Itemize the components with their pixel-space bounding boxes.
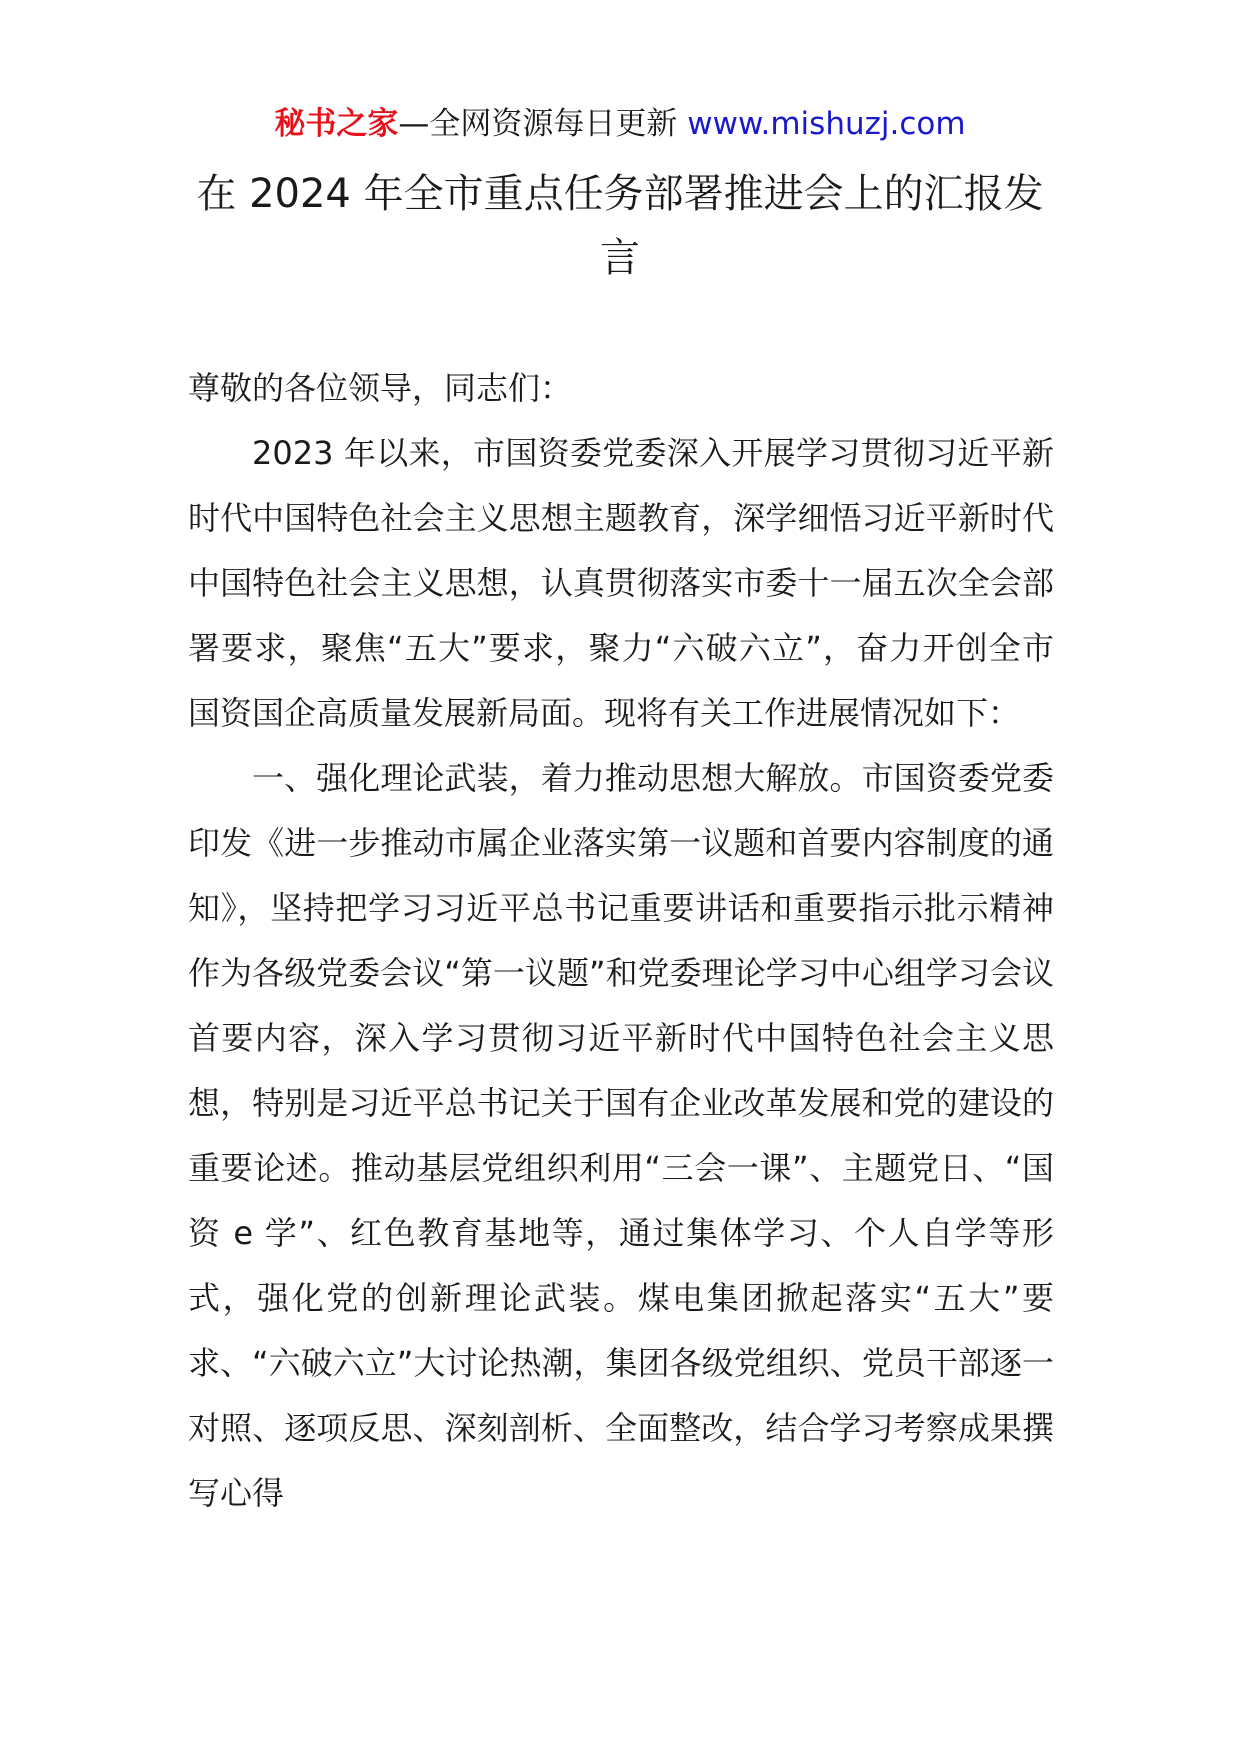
site-url-link[interactable]: www.mishuzj.com — [687, 106, 966, 142]
section-1-heading: 一、强化理论武装，着力推动思想大解放。 — [252, 759, 862, 797]
brand-name: 秘书之家 — [274, 106, 399, 142]
site-banner — [0, 102, 1240, 146]
salutation: 尊敬的各位领导，同志们： — [188, 369, 573, 407]
document-title: 在 2024 年全市重点任务部署推进会上的汇报发言 — [196, 171, 1044, 281]
section-1-paragraph — [188, 746, 1054, 1526]
intro-paragraph: 2023 年以来，市国资委党委深入开展学习贯彻习近平新时代中国特色社会主义思想主题教育，深学细悟习近平新时代中国特色社会主义思想，认真贯彻落实市委十一届五次全会部署要求，聚焦“五大”要求，聚力“六破六立”，奋力开创全市国资国企高质量发展新局面。现将有关工作进展情况如下： — [188, 434, 1054, 732]
document-body — [188, 356, 1054, 1526]
section-1-text: 市国资委党委印发《进一步推动市属企业落实第一议题和首要内容制度的通知》，坚持把学习习近平总书记重要讲话和重要指示批示精神作为各级党委会议“第一议题”和党委理论学习中心组学习会议首要内容，深入学习贯彻习近平新时代中国特色社会主义思想，特别是习近平总书记关于国有企业改革发展和党的建设的重要论述。推动基层党组织利用“三会一课”、主题党日、“国资 e 学”、红色教育基地等，通过集体学习、个人自学等形式，强化党的创新理论武装。煤电集团掀起落实“五大”要求、“六破六立”大讨论热潮，集团各级党组织、党员干部逐一对照、逐项反思、深刻剖析、全面整改，结合学习考察成果撰写心得 — [188, 759, 1054, 1512]
banner-slogan: —全网资源每日更新 — [398, 106, 688, 142]
